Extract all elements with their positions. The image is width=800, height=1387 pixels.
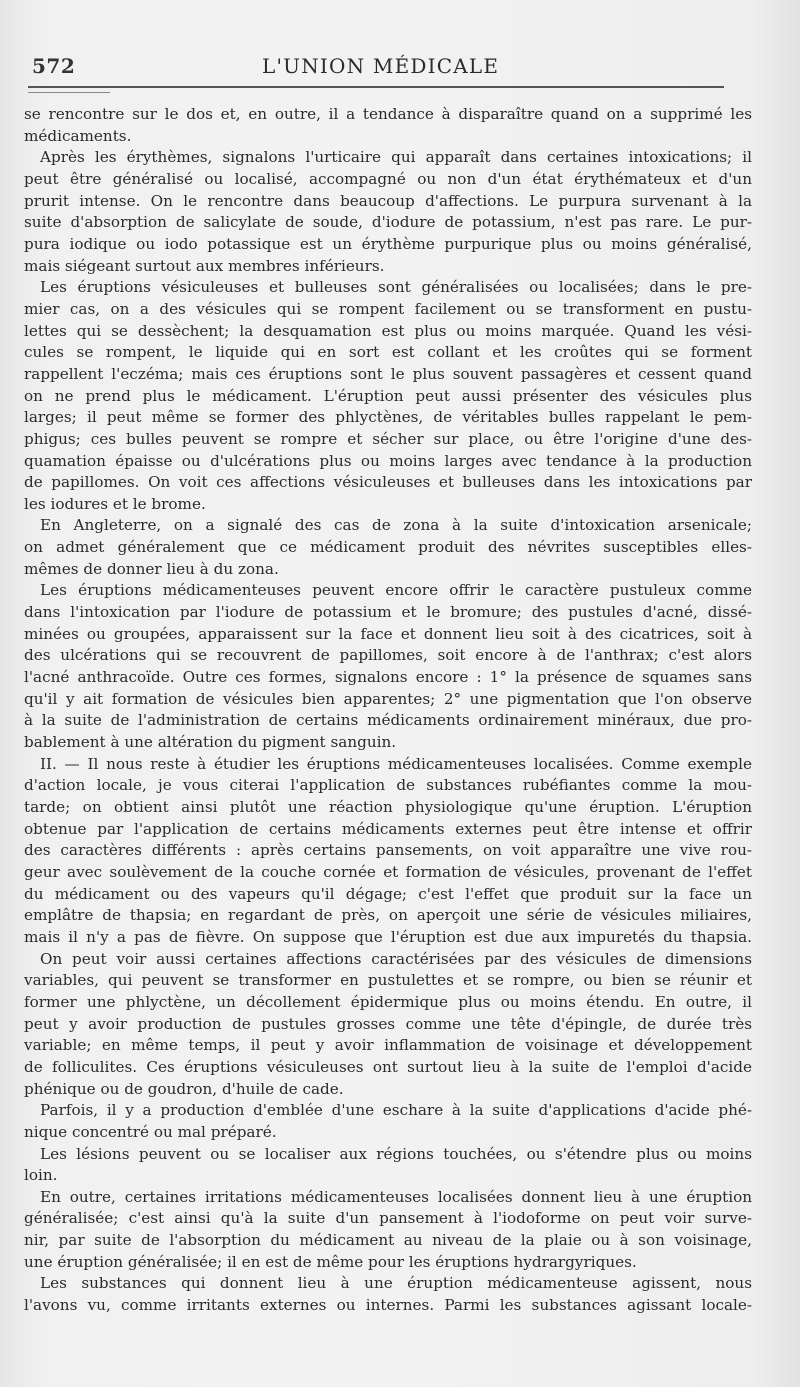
text-line: mier cas, on a des vésicules qui se rompent facilement ou se transforment en pustu- [24, 299, 752, 318]
text-line: se rencontre sur le dos et, en outre, il a tendance à disparaître quand on a supprimé les [24, 105, 752, 123]
text-line: variable; en même temps, il peut y avoir inflammation de voisinage et développement [24, 1036, 752, 1055]
text-line: En Angleterre, on a signalé des cas de zona à la suite d'intoxication arsenicale; [40, 516, 752, 535]
text-line: médicaments. [24, 126, 132, 145]
text-line: des ulcérations qui se recouvrent de papillomes, soit encore à de l'anthrax; c'est alors [24, 646, 752, 665]
text-line: prurit intense. On le rencontre dans beaucoup d'affections. Le purpura survenant à la [24, 191, 752, 210]
text-line: mais il n'y a pas de fièvre. On suppose que l'éruption est due aux impuretés du thapsia. [24, 927, 752, 946]
text-line: rappellent l'eczéma; mais ces éruptions sont le plus souvent passagères et cessent quand [24, 364, 752, 383]
text-line: variables, qui peuvent se transformer en pustulettes et se rompre, ou bien se réunir et [24, 971, 752, 990]
text-line: l'avons vu, comme irritants externes ou internes. Parmi les substances agissant locale- [24, 1296, 752, 1315]
text-line: cules se rompent, le liquide qui en sort est collant et les croûtes qui se forment [24, 343, 752, 362]
text-line: suite d'absorption de salicylate de soude, d'iodure de potassium, n'est pas rare. Le pur- [24, 213, 752, 232]
text-line: mêmes de donner lieu à du zona. [24, 559, 279, 578]
text-line: de papillomes. On voit ces affections vésiculeuses et bulleuses dans les intoxications par [24, 473, 752, 492]
page-number: 572 [32, 54, 76, 78]
text-line: II. — Il nous reste à étudier les éruptions médicamenteuses localisées. Comme exemple [40, 754, 752, 773]
text-line: emplâtre de thapsia; en regardant de près, on aperçoit une série de vésicules miliaires, [24, 906, 752, 925]
text-line: En outre, certaines irritations médicamenteuses localisées donnent lieu à une éruption [40, 1187, 752, 1206]
text-line: nique concentré ou mal préparé. [24, 1122, 277, 1141]
text-line: une éruption généralisée; il en est de même pour les éruptions hydrargyriques. [24, 1252, 637, 1271]
text-line: quamation épaisse ou d'ulcérations plus ou moins larges avec tendance à la production [24, 451, 752, 470]
text-line: à la suite de l'administration de certains médicaments ordinairement minéraux, due pro- [24, 711, 752, 730]
text-line: phigus; ces bulles peuvent se rompre et sécher sur place, ou être l'origine d'une des- [24, 429, 752, 448]
text-line: pura iodique ou iodo potassique est un érythème purpurique plus ou moins généralisé, [24, 234, 752, 253]
text-line: des caractères différents : après certains pansements, on voit apparaître une vive rou- [24, 841, 752, 860]
text-line: qu'il y ait formation de vésicules bien apparentes; 2° une pigmentation que l'on observe [24, 689, 752, 708]
header-rule-short [28, 92, 110, 93]
text-line: Parfois, il y a production d'emblée d'une eschare à la suite d'applications d'acide phé- [40, 1101, 752, 1120]
text-line: les iodures et le brome. [24, 494, 206, 513]
text-line: geur avec soulèvement de la couche cornée et formation de vésicules, provenant de l'effet [24, 862, 752, 881]
text-line: dans l'intoxication par l'iodure de potassium et le bromure; des pustules d'acné, dissé- [24, 603, 752, 622]
text-line: de folliculites. Ces éruptions vésiculeuses ont surtout lieu à la suite de l'emploi d'acide [24, 1057, 752, 1076]
running-title: L'UNION MÉDICALE [262, 54, 500, 78]
text-line: larges; il peut même se former des phlyctènes, de véritables bulles rappelant le pem- [24, 408, 752, 427]
text-line: Les lésions peuvent ou se localiser aux régions touchées, ou s'étendre plus ou moins [40, 1144, 752, 1163]
text-line: mais siégeant surtout aux membres inférieurs. [24, 256, 385, 275]
text-line: lettes qui se dessèchent; la desquamation est plus ou moins marquée. Quand les vési- [24, 321, 752, 340]
text-line: bablement à une altération du pigment sanguin. [24, 733, 397, 752]
text-line: On peut voir aussi certaines affections caractérisées par des vésicules de dimensions [40, 949, 752, 968]
text-line: phénique ou de goudron, d'huile de cade. [24, 1079, 344, 1098]
text-line: former une phlyctène, un décollement épidermique plus ou moins étendu. En outre, il [24, 992, 752, 1011]
text-line: loin. [24, 1166, 58, 1185]
text-line: Les éruptions médicamenteuses peuvent encore offrir le caractère pustuleux comme [40, 581, 752, 600]
text-line: on ne prend plus le médicament. L'éruption peut aussi présenter des vésicules plus [24, 386, 752, 405]
text-line: Les éruptions vésiculeuses et bulleuses sont généralisées ou localisées; dans le pre- [40, 278, 752, 297]
text-line: peut y avoir production de pustules grosses comme une tête d'épingle, de durée très [24, 1014, 752, 1033]
header-rule [28, 86, 724, 88]
text-line: peut être généralisé ou localisé, accompagné ou non d'un état érythémateux et d'un [24, 169, 752, 188]
body-text [24, 104, 752, 1317]
text-line: obtenue par l'application de certains médicaments externes peut être intense et offrir [24, 819, 752, 838]
text-line: nir, par suite de l'absorption du médicament au niveau de la plaie ou à son voisinage, [24, 1231, 752, 1250]
text-line: d'action locale, je vous citerai l'application de substances rubéfiantes comme la mou- [24, 776, 752, 795]
text-line: du médicament ou des vapeurs qu'il dégage; c'est l'effet que produit sur la face un [24, 884, 752, 903]
text-line: généralisée; c'est ainsi qu'à la suite d'un pansement à l'iodoforme on peut voir surve- [24, 1209, 752, 1228]
text-line: tarde; on obtient ainsi plutôt une réaction physiologique qu'une éruption. L'éruption [24, 798, 752, 816]
text-line: minées ou groupées, apparaissent sur la face et donnent lieu soit à des cicatrices, soit à [24, 624, 752, 643]
text-line: on admet généralement que ce médicament produit des névrites susceptibles elles- [24, 538, 752, 557]
text-line: Après les érythèmes, signalons l'urticaire qui apparaît dans certaines intoxications; il [40, 148, 752, 167]
page-header [30, 52, 770, 82]
text-line: l'acné anthracoïde. Outre ces formes, signalons encore : 1° la présence de squames sans [24, 668, 752, 687]
text-line: Les substances qui donnent lieu à une éruption médicamenteuse agissent, nous [40, 1274, 752, 1293]
